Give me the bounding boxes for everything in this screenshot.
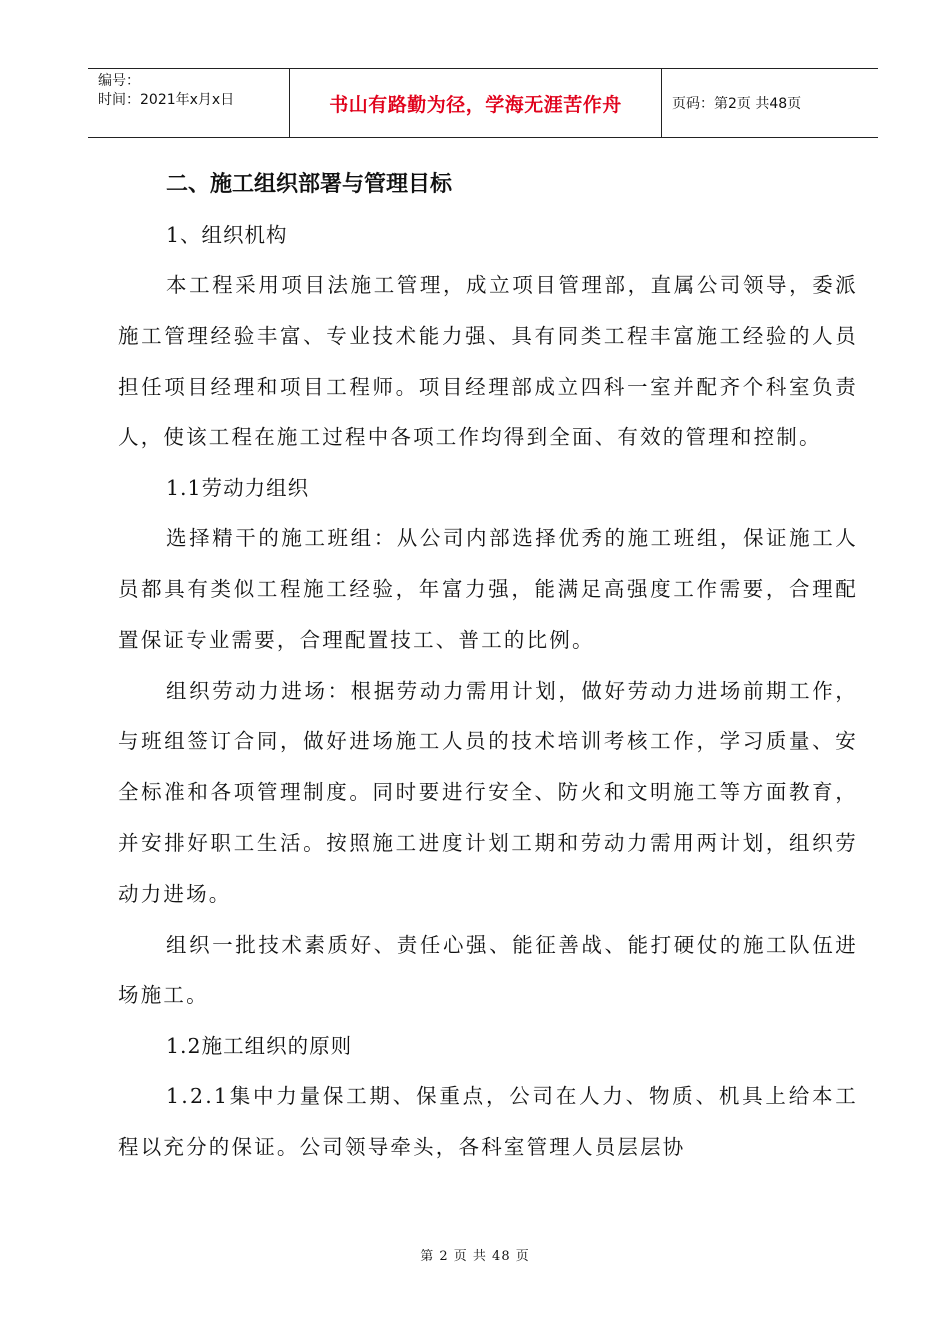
- section-title: 二、施工组织部署与管理目标: [166, 172, 453, 197]
- header-page-label: 页码：第2页 共48页: [672, 96, 802, 112]
- paragraph-select-teams: 选择精干的施工班组：从公司内部选择优秀的施工班组，保证施工人员都具有类似工程施工经验，年富力强，能满足高强度工作需要，合理配置保证专业需要，合理配置技工、普工的比例。: [118, 526, 858, 652]
- time-label: 时间：2021年x月x日: [98, 92, 235, 108]
- paragraph-labor-entry: 组织劳动力进场：根据劳动力需用计划，做好劳动力进场前期工作，与班组签订合同，做好进场施工人员的技术培训考核工作，学习质量、安全标准和各项管理制度。同时要进行安全、防火和文明施工等方面教育，并安排好职工生活。按照施工进度计划工期和劳动力需用两计划，组织劳动力进场。: [118, 678, 858, 906]
- header-motto: 书山有路勤为径，学海无涯苦作舟: [329, 93, 622, 116]
- header-motto-cell: [290, 69, 662, 137]
- number-label: 编号：: [98, 73, 140, 89]
- subsection-title-principles: 1.2施工组织的原则: [166, 1034, 353, 1059]
- page-footer: 第 2 页 共 48 页: [420, 1249, 530, 1264]
- paragraph-team-quality: 组织一批技术素质好、责任心强、能征善战、能打硬仗的施工队伍进场施工。: [118, 932, 858, 1008]
- paragraph-principle-1: 1.2.1集中力量保工期、保重点，公司在人力、物质、机具上给本工程以充分的保证。公司领导牵头，各科室管理人员层层协: [118, 1084, 858, 1159]
- header-table: [88, 68, 878, 138]
- document-body: [118, 160, 858, 1173]
- subsection-title-labor: 1.1劳动力组织: [166, 476, 310, 501]
- header-meta-cell: [88, 69, 290, 137]
- paragraph-org-structure: 本工程采用项目法施工管理，成立项目管理部，直属公司领导，委派施工管理经验丰富、专业技术能力强、具有同类工程丰富施工经验的人员担任项目经理和项目工程师。项目经理部成立四科一室并配齐个科室负责人，使该工程在施工过程中各项工作均得到全面、有效的管理和控制。: [118, 273, 858, 450]
- header-page-cell: [662, 69, 878, 137]
- subsection-title-org: 1、组织机构: [166, 223, 288, 247]
